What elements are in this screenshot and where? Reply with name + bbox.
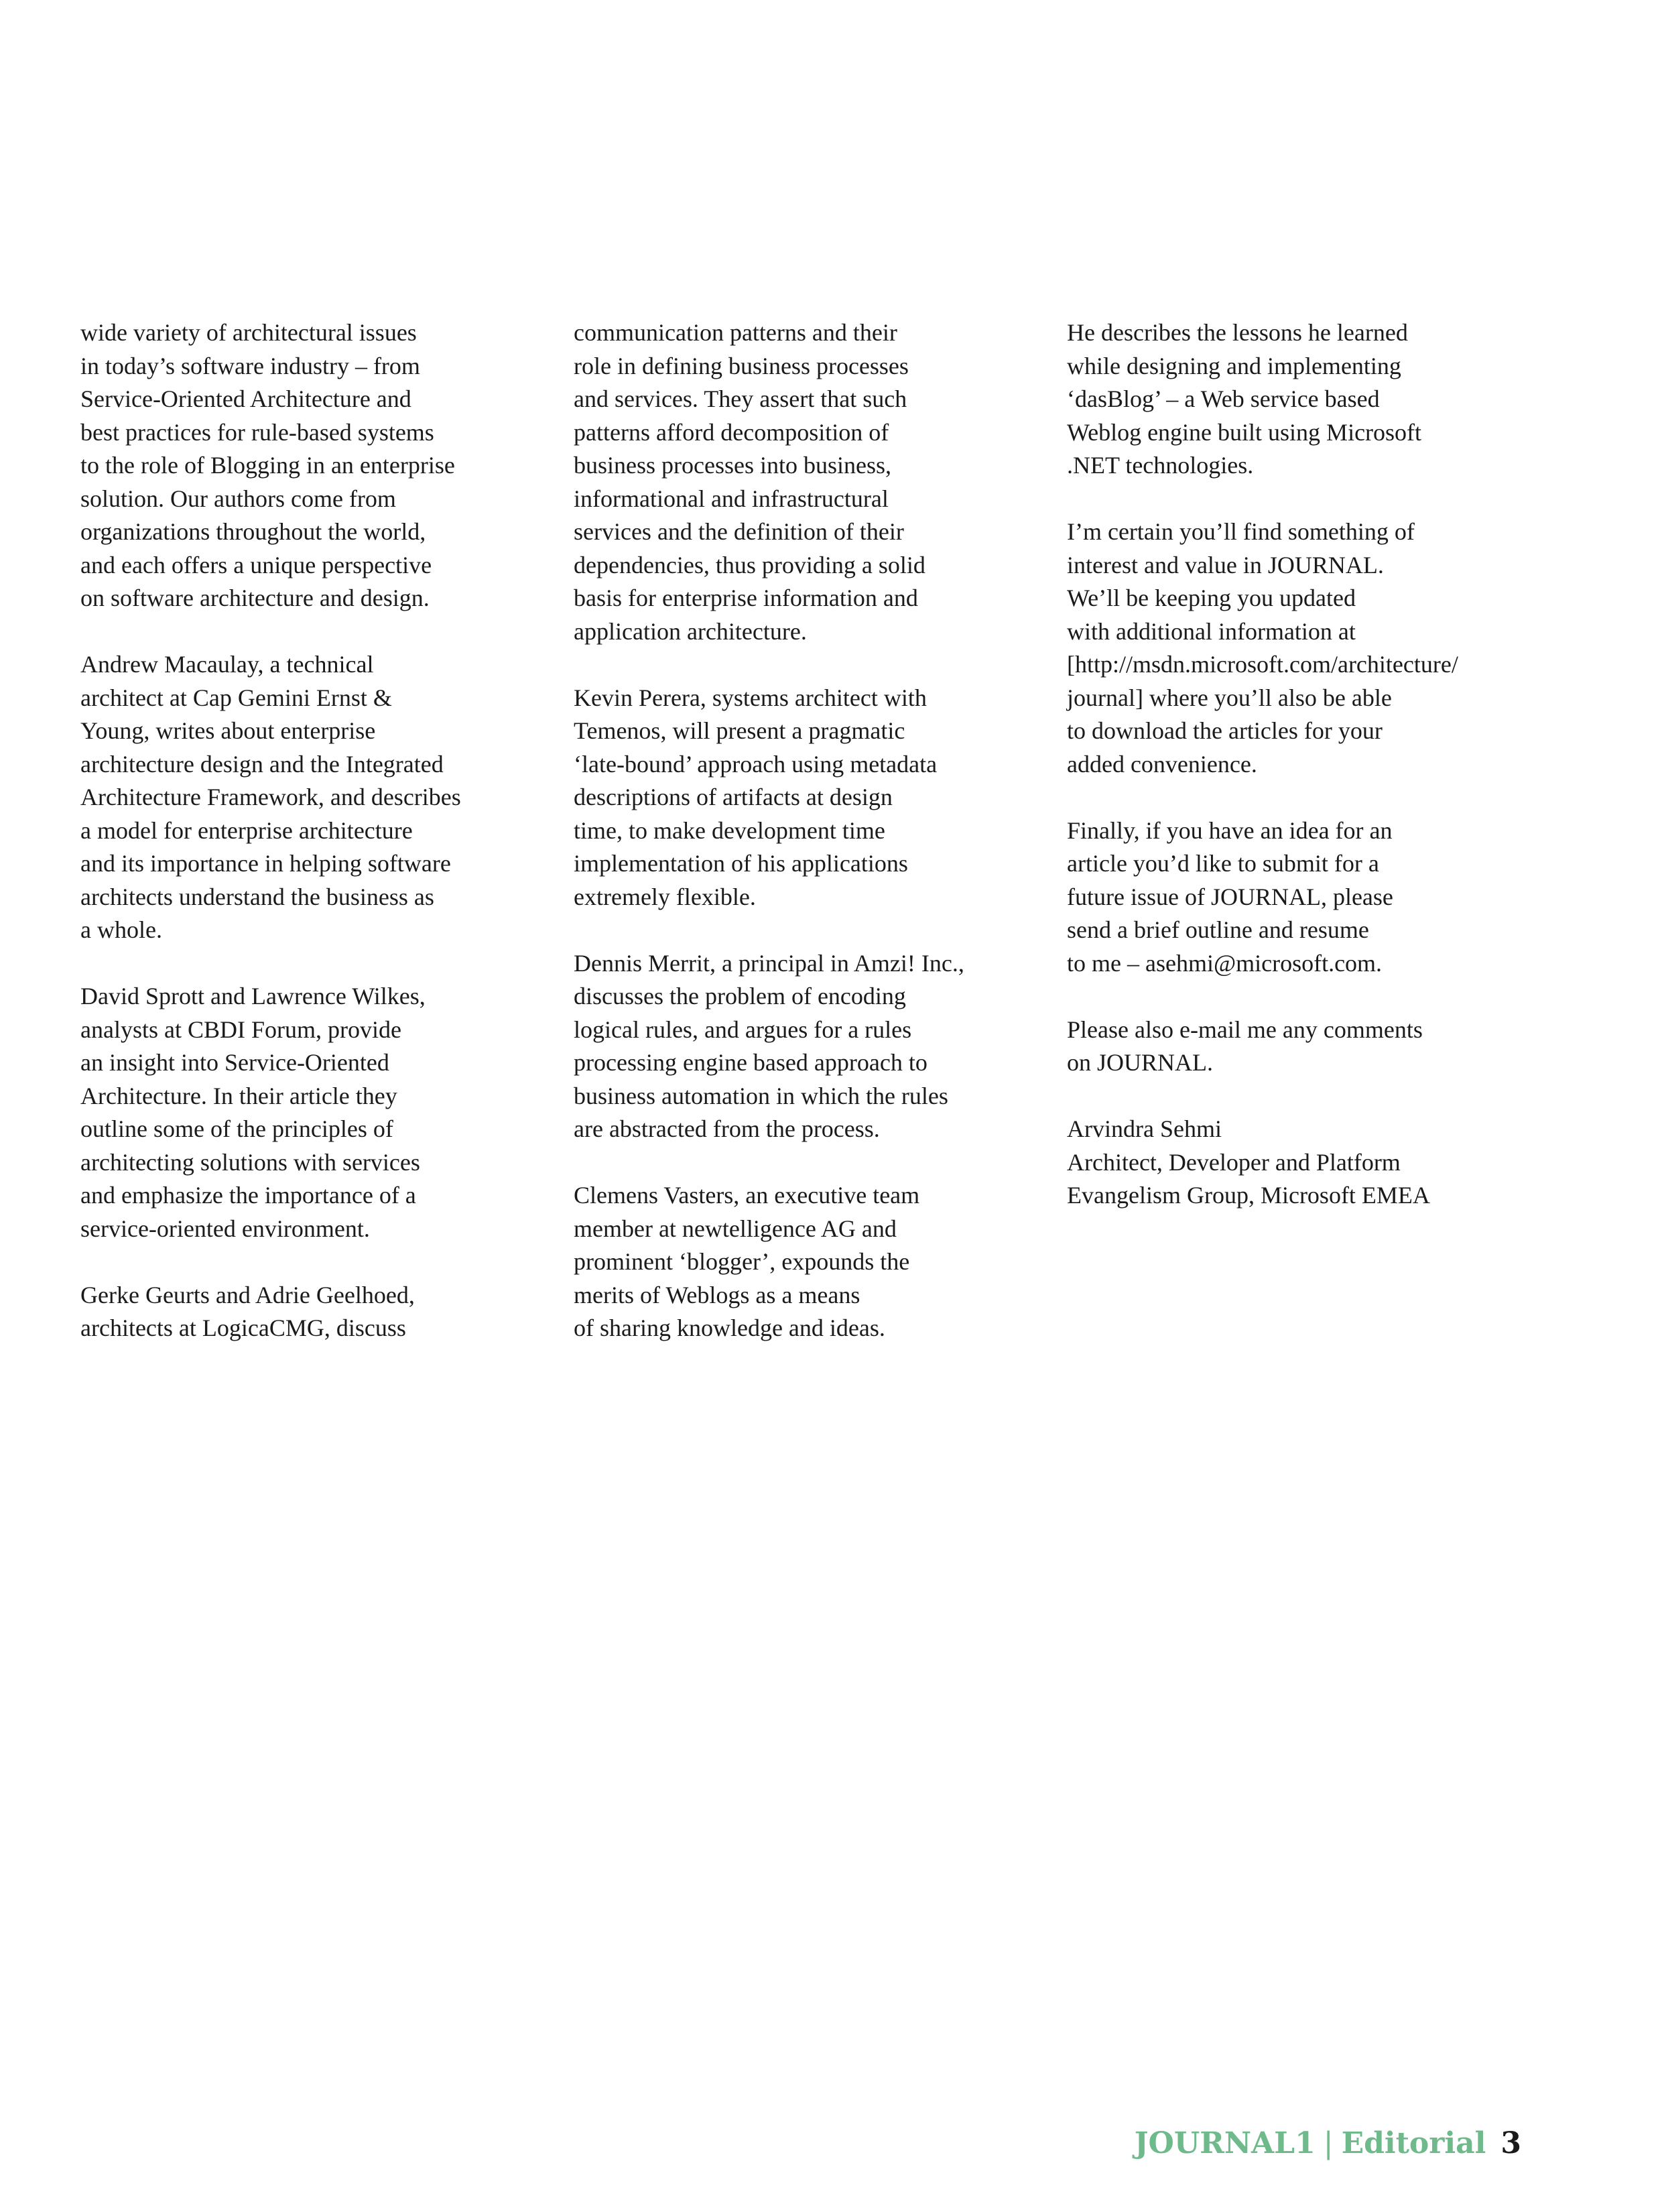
paragraph: Finally, if you have an idea for an article you’d like to submit for a future issue of JOURNAL, please send a brief outline and resume to me – asehmi@microsoft.com. [1067,816,1393,977]
paragraph: Gerke Geurts and Adrie Geelhoed, architects at LogicaCMG, discuss [80,1281,415,1341]
text-column-2 [574,316,1056,1345]
paragraph: He describes the lessons he learned while designing and implementing ‘dasBlog’ – a Web service based Weblog engine built using Microsoft .NET technologies. [1067,319,1422,479]
paragraph: Please also e-mail me any comments on JOURNAL. [1067,1016,1423,1076]
paragraph: Andrew Macaulay, a technical architect at Cap Gemini Ernst & Young, writes about enterprise architecture design and the Integrated Architecture Framework, and describes a model for enterprise architecture and its importance in helping software architects understand the business as a whole. [80,651,461,943]
paragraph: Dennis Merrit, a principal in Amzi! Inc., discusses the problem of encoding logical rules, and argues for a rules processing engine based approach to business automation in which the rules are abstracted from the process. [574,949,964,1142]
paragraph: I’m certain you’ll find something of interest and value in JOURNAL. We’ll be keeping you updated with additional information at [http://msdn.microsoft.com/architecture/ journal] where you’ll also be able to download the articles for your added convenience. [1067,518,1458,778]
paragraph: Kevin Perera, systems architect with Temenos, will present a pragmatic ‘late-bound’ approach using metadata descriptions of artifacts at design time, to make development time implementation of his applications extremely flexible. [574,684,938,910]
text-column-3 [1067,316,1549,1213]
footer-separator: | [1323,2126,1334,2160]
paragraph: David Sprott and Lawrence Wilkes, analysts at CBDI Forum, provide an insight into Service-Oriented Architecture. In their article they outline some of the principles of architecting solutions with services and emphasize the importance of a service-oriented environment. [80,983,426,1242]
paragraph: communication patterns and their role in defining business processes and services. They assert that such patterns afford decomposition of business processes into business, informational and infrastructural services and the definition of their dependencies, thus providing a solid basis for enterprise information and application architecture. [574,319,925,645]
page-footer [1135,2124,1521,2164]
paragraph: wide variety of architectural issues in today’s software industry – from Service-Oriented Architecture and best practices for rule-based systems to the role of Blogging in an enterprise solution. Our authors come from organizations throughout the world, and each offers a unique perspective on software architecture and design. [80,319,455,611]
page-number: 3 [1500,2126,1521,2160]
text-column-1 [80,316,563,1345]
paragraph: Clemens Vasters, an executive team member at newtelligence AG and prominent ‘blogger’, expounds the merits of Weblogs as a means of sharing knowledge and ideas. [574,1182,920,1341]
publication-name: JOURNAL1 [1134,2126,1316,2160]
section-name: Editorial [1341,2126,1486,2160]
signature-block: Arvindra Sehmi Architect, Developer and Platform Evangelism Group, Microsoft EMEA [1067,1115,1430,1209]
